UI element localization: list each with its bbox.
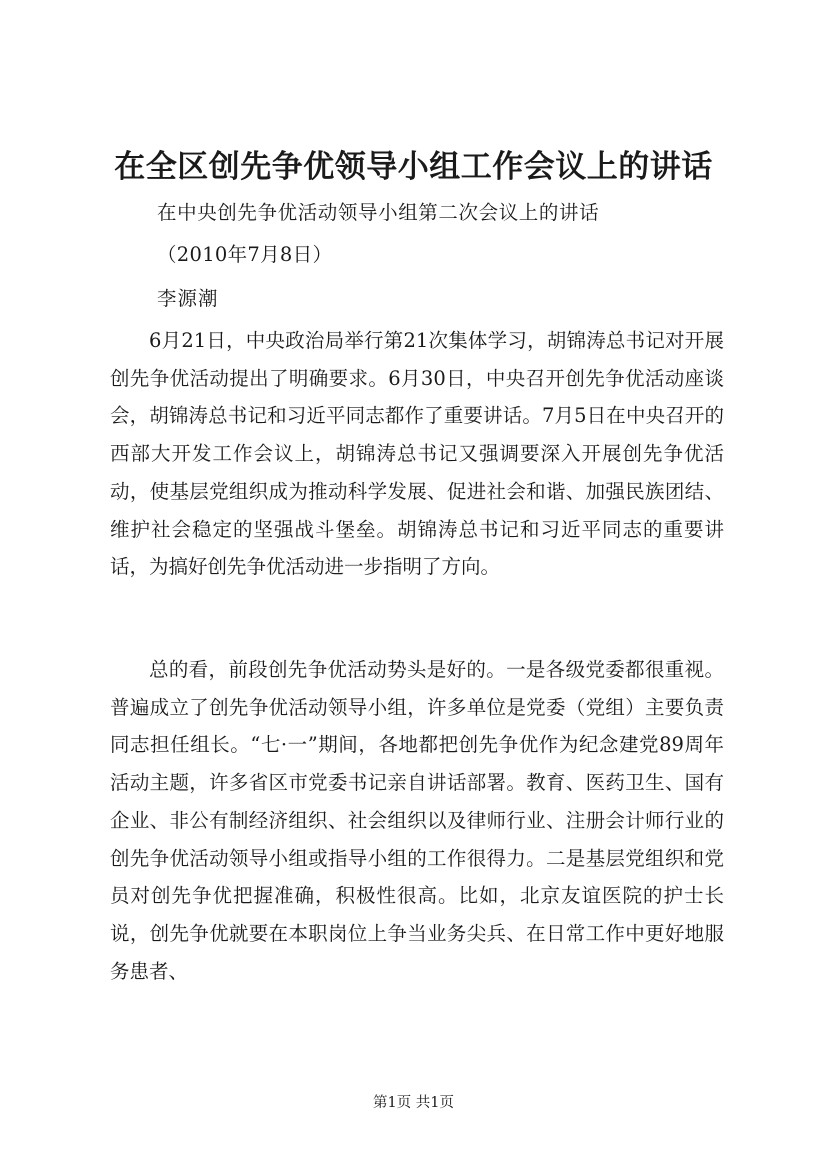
page-number-footer: 第1页 共1页	[372, 1095, 455, 1111]
document-date: （2010年7月8日）	[157, 243, 333, 266]
document-title: 在全区创先争优领导小组工作会议上的讲话	[114, 149, 713, 185]
document-author: 李源潮	[157, 287, 219, 310]
document-subtitle: 在中央创先争优活动领导小组第二次会议上的讲话	[157, 201, 600, 224]
body-paragraph-1: 6月21日，中央政治局举行第21次集体学习，胡锦涛总书记对开展创先争优活动提出了明确要求。6月30日，中央召开创先争优活动座谈会，胡锦涛总书记和习近平同志都作了重要讲话。7月5日在中央召开的西部大开发工作会议上，胡锦涛总书记又强调要深入开展创先争优活动，使基层党组织成为推动科学发展、促进社会和谐、加强民族团结、维护社会稳定的坚强战斗堡垒。胡锦涛总书记和习近平同志的重要讲话，为搞好创先争优活动进一步指明了方向。	[110, 329, 724, 579]
body-paragraph-2: 总的看，前段创先争优活动势头是好的。一是各级党委都很重视。普遍成立了创先争优活动领导小组，许多单位是党委（党组）主要负责同志担任组长。“七·一”期间，各地都把创先争优作为纪念建党89周年活动主题，许多省区市党委书记亲自讲话部署。教育、医药卫生、国有企业、非公有制经济组织、社会组织以及律师行业、注册会计师行业的创先争优活动领导小组或指导小组的工作很得力。二是基层党组织和党员对创先争优把握准确，积极性很高。比如，北京友谊医院的护士长说，创先争优就要在本职岗位上争当业务尖兵、在日常工作中更好地服务患者、	[110, 658, 724, 983]
